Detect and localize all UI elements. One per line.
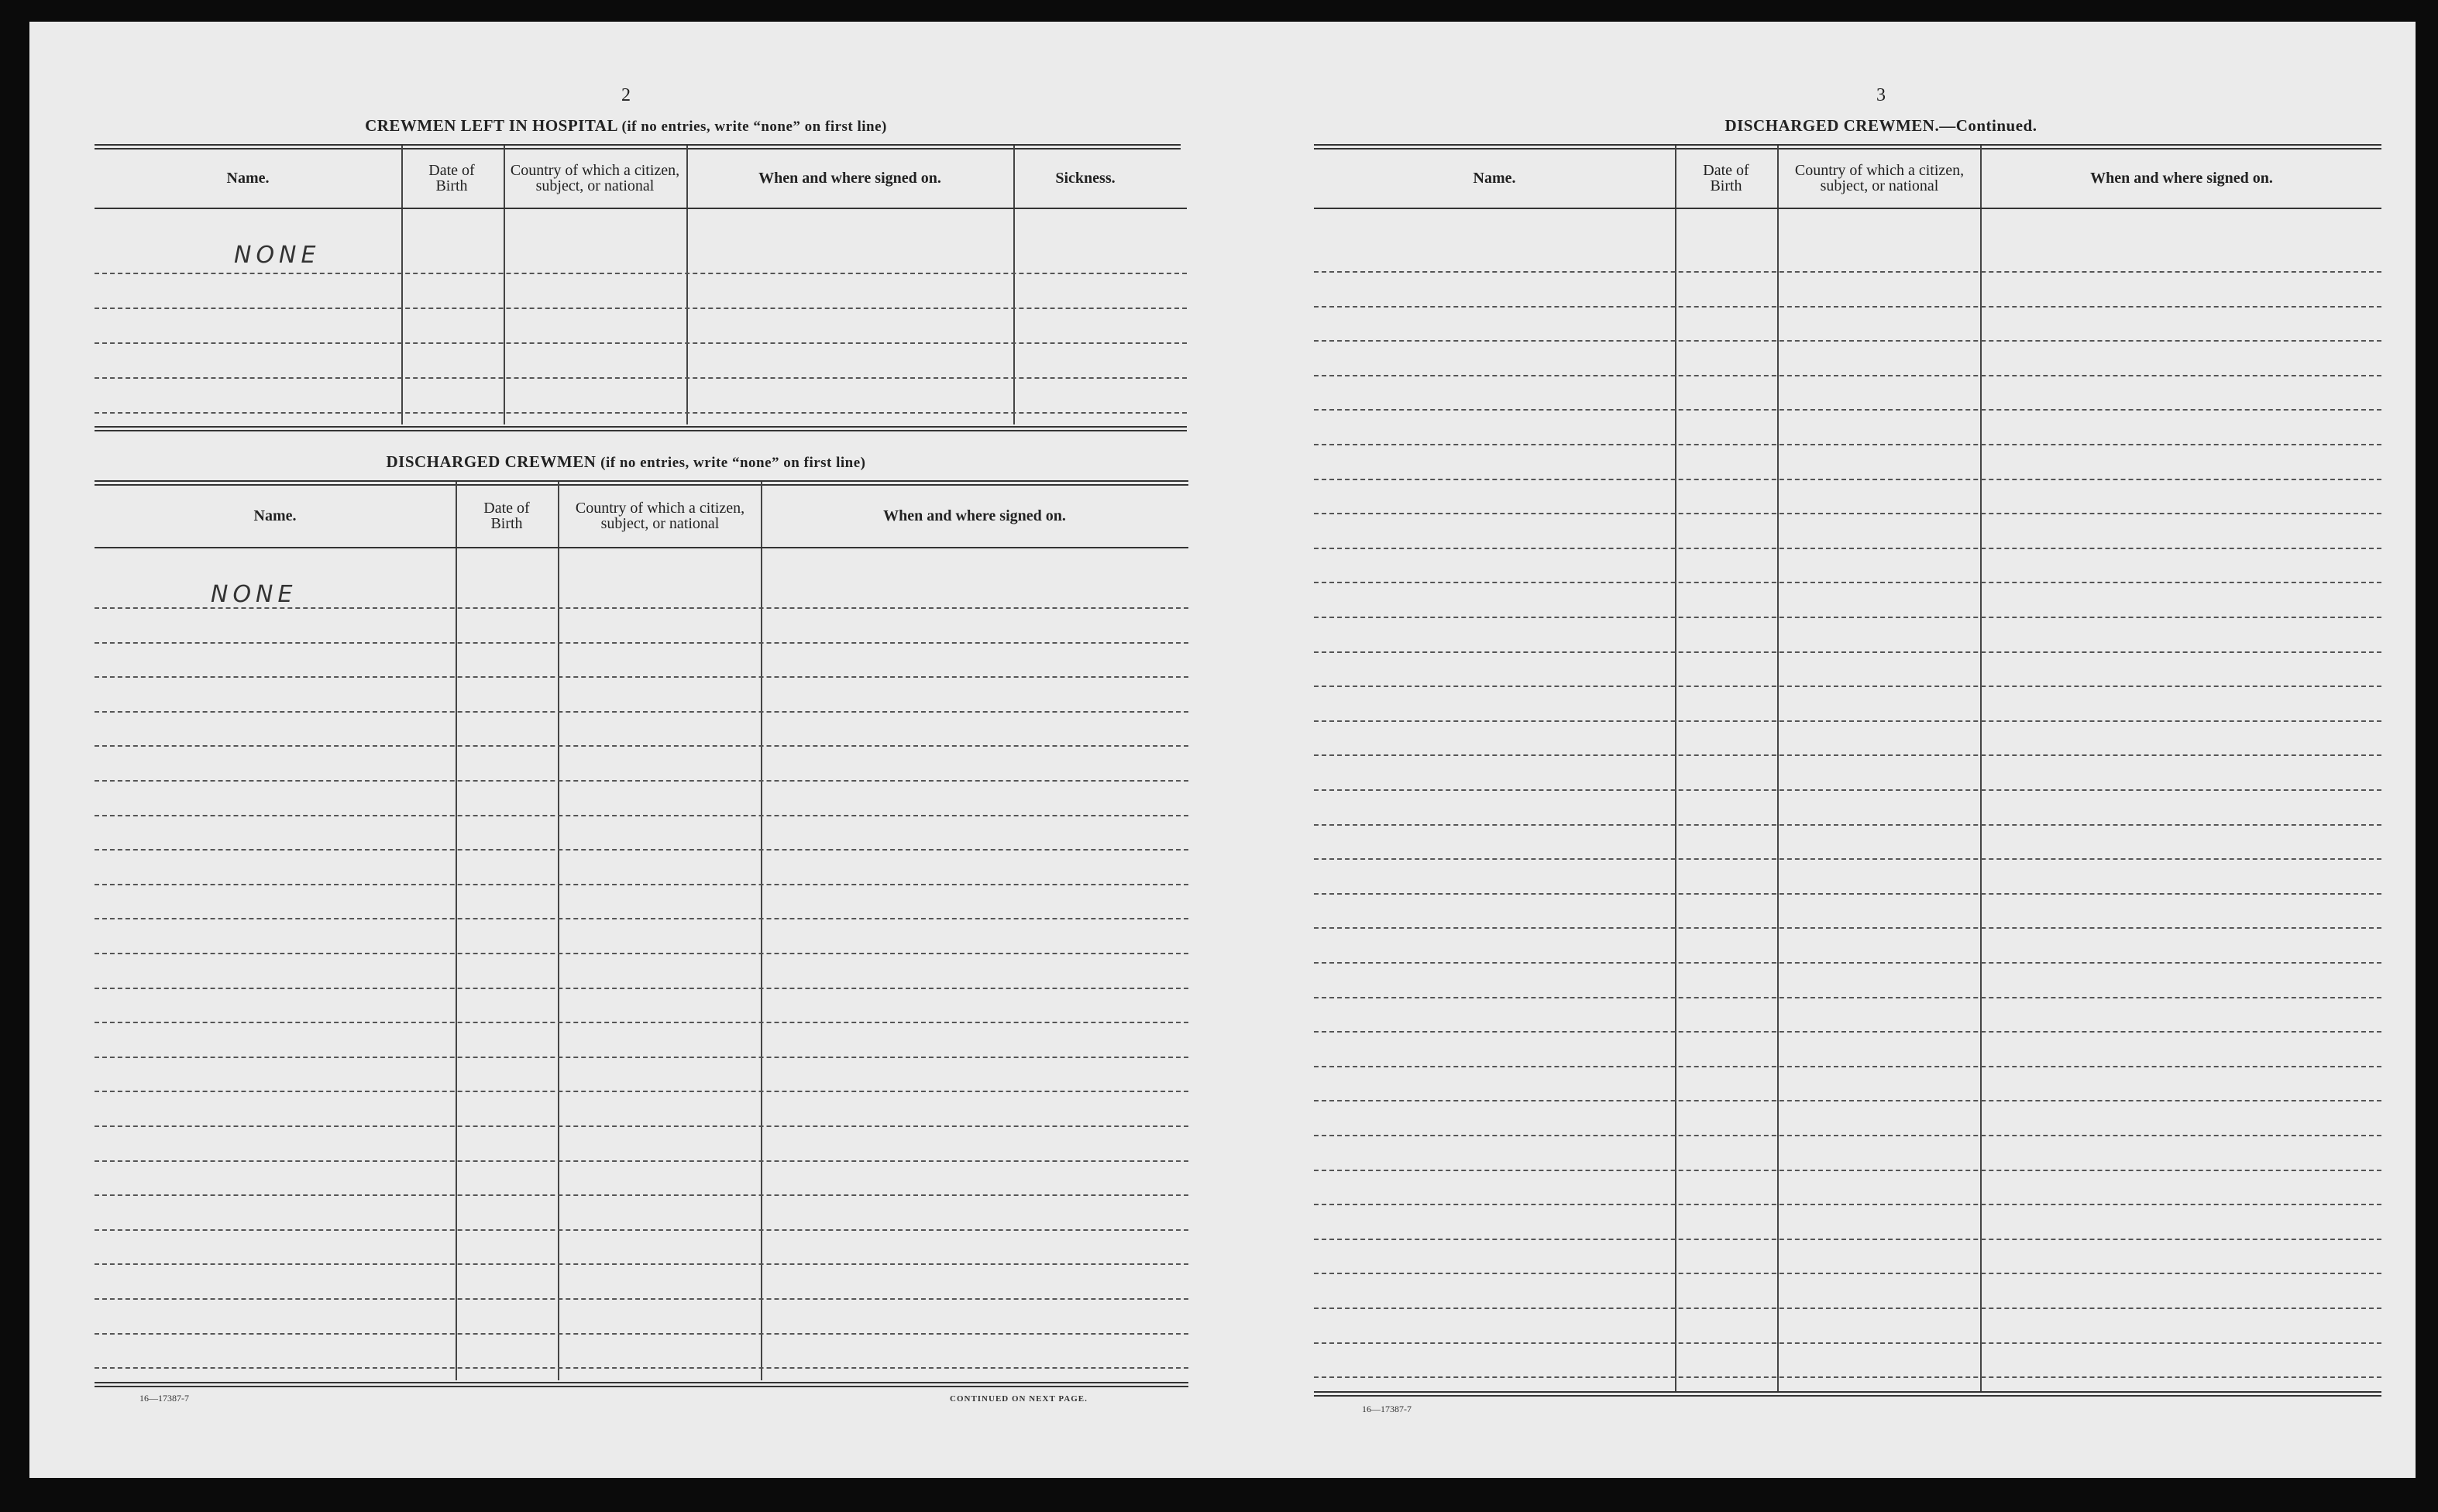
form-number: 16—17387-7 bbox=[139, 1393, 189, 1404]
discharged-title: DISCHARGED CREWMEN bbox=[386, 452, 597, 471]
col-divider bbox=[761, 482, 762, 1380]
row-line bbox=[95, 308, 1187, 309]
col-divider bbox=[401, 146, 403, 424]
row-line bbox=[1314, 617, 2381, 618]
row-line bbox=[1314, 1308, 2381, 1309]
col-date-of-birth: Date of Birth bbox=[428, 162, 475, 194]
row-line bbox=[1314, 651, 2381, 653]
hospital-table bbox=[95, 149, 1188, 451]
header-rule bbox=[95, 208, 1187, 209]
row-line bbox=[1314, 582, 2381, 583]
row-line bbox=[95, 676, 1188, 678]
discharged-continued-title: DISCHARGED CREWMEN.—Continued. bbox=[1724, 116, 2037, 135]
col-country: Country of which a citizen, subject, or national bbox=[575, 500, 745, 532]
row-line bbox=[95, 711, 1188, 713]
row-line bbox=[95, 1091, 1188, 1092]
row-line bbox=[1314, 686, 2381, 687]
row-line bbox=[1314, 1066, 2381, 1067]
row-line bbox=[1314, 409, 2381, 411]
col-date-of-birth: Date of Birth bbox=[1703, 162, 1749, 194]
col-signed-on: When and where signed on. bbox=[2090, 170, 2273, 187]
row-line bbox=[95, 884, 1188, 885]
row-line bbox=[95, 273, 1187, 274]
row-line bbox=[1314, 479, 2381, 480]
row-line bbox=[1314, 789, 2381, 791]
row-line bbox=[95, 1194, 1188, 1196]
row-line bbox=[1314, 1100, 2381, 1101]
row-line bbox=[1314, 271, 2381, 273]
col-name: Name. bbox=[1473, 170, 1516, 187]
col-divider bbox=[504, 146, 505, 424]
document-sheet bbox=[29, 22, 2416, 1478]
hospital-title: CREWMEN LEFT IN HOSPITAL bbox=[365, 116, 617, 135]
row-line bbox=[1314, 513, 2381, 514]
row-line bbox=[1314, 927, 2381, 929]
row-line bbox=[1314, 962, 2381, 964]
row-line bbox=[95, 918, 1188, 919]
col-date-of-birth: Date of Birth bbox=[483, 500, 530, 532]
col-sickness: Sickness. bbox=[1055, 170, 1116, 187]
row-line bbox=[95, 412, 1187, 414]
row-line bbox=[1314, 893, 2381, 895]
row-line bbox=[1314, 375, 2381, 376]
row-line bbox=[1314, 548, 2381, 549]
header-rule bbox=[1314, 208, 2381, 209]
row-line bbox=[1314, 1239, 2381, 1240]
discharged-table bbox=[95, 485, 1188, 1414]
row-line bbox=[95, 642, 1188, 644]
row-line bbox=[95, 745, 1188, 747]
col-divider bbox=[558, 482, 559, 1380]
discharged-note: (if no entries, write “none” on first line) bbox=[600, 455, 866, 471]
row-line bbox=[1314, 340, 2381, 342]
col-country: Country of which a citizen, subject, or national bbox=[510, 162, 680, 194]
row-line bbox=[95, 377, 1187, 379]
row-line bbox=[95, 849, 1188, 850]
row-line bbox=[95, 815, 1188, 816]
row-line bbox=[95, 1125, 1188, 1127]
row-line bbox=[1314, 1031, 2381, 1033]
hospital-note: (if no entries, write “none” on first line) bbox=[621, 119, 887, 135]
row-line bbox=[1314, 1204, 2381, 1205]
row-line bbox=[1314, 997, 2381, 998]
row-line bbox=[95, 1367, 1188, 1369]
row-line bbox=[1314, 824, 2381, 826]
row-line bbox=[95, 1022, 1188, 1023]
row-line bbox=[95, 1057, 1188, 1058]
hospital-entry-handwritten: NONE bbox=[234, 242, 321, 269]
row-line bbox=[1314, 1273, 2381, 1274]
row-line bbox=[95, 342, 1187, 344]
col-signed-on: When and where signed on. bbox=[758, 170, 941, 187]
hospital-bottom-rule bbox=[95, 426, 1187, 431]
row-line bbox=[95, 1263, 1188, 1265]
continued-note: CONTINUED ON NEXT PAGE. bbox=[950, 1394, 1088, 1404]
row-line bbox=[95, 1229, 1188, 1231]
discharged-section-title bbox=[29, 452, 1222, 472]
row-line bbox=[1314, 754, 2381, 756]
row-line bbox=[1314, 1376, 2381, 1378]
col-divider bbox=[456, 482, 457, 1380]
row-line bbox=[1314, 1135, 2381, 1136]
discharged-bottom-rule bbox=[95, 1382, 1188, 1387]
page-number: 3 bbox=[1876, 85, 1886, 105]
row-line bbox=[1314, 1342, 2381, 1344]
row-line bbox=[1314, 720, 2381, 722]
row-line bbox=[95, 607, 1188, 609]
col-divider bbox=[1013, 146, 1015, 424]
page-number: 2 bbox=[621, 85, 631, 105]
discharged-entry-handwritten: NONE bbox=[211, 581, 297, 608]
col-name: Name. bbox=[226, 170, 270, 187]
col-name: Name. bbox=[253, 507, 297, 524]
row-line bbox=[1314, 858, 2381, 860]
right-bottom-rule bbox=[1314, 1391, 2381, 1397]
header-rule bbox=[95, 547, 1188, 548]
row-line bbox=[95, 1333, 1188, 1335]
col-signed-on: When and where signed on. bbox=[883, 507, 1066, 524]
form-number: 16—17387-7 bbox=[1362, 1404, 1412, 1414]
row-line bbox=[95, 988, 1188, 989]
row-line bbox=[95, 780, 1188, 782]
row-line bbox=[1314, 1170, 2381, 1171]
row-line bbox=[95, 1160, 1188, 1162]
row-line bbox=[95, 953, 1188, 954]
page-right bbox=[1222, 22, 2416, 1478]
row-line bbox=[1314, 306, 2381, 308]
row-line bbox=[1314, 444, 2381, 445]
hospital-section-title bbox=[29, 116, 1222, 136]
discharged-continued-table bbox=[1314, 149, 2383, 1427]
col-country: Country of which a citizen, subject, or national bbox=[1794, 162, 1965, 194]
page-left bbox=[29, 22, 1222, 1478]
row-line bbox=[95, 1298, 1188, 1300]
col-divider bbox=[686, 146, 688, 424]
